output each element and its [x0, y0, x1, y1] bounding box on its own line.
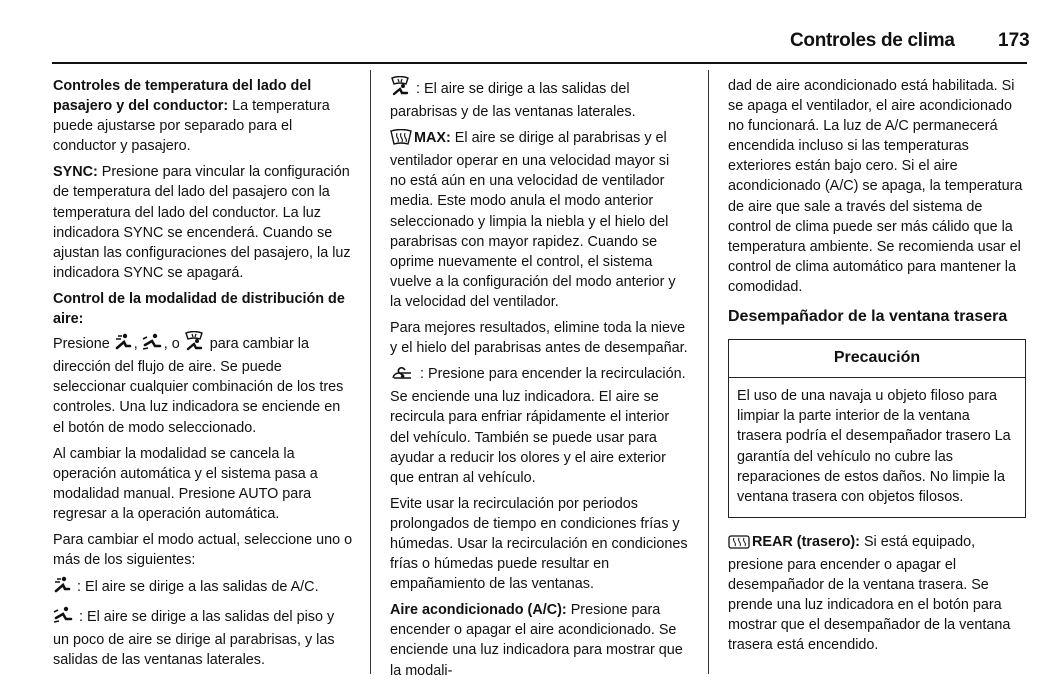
caution-text: El uso de una navaja u objeto filoso para limpiar la parte interior de la ventana trasera podría el desempañador trasero La garantía del vehículo no cubre las reparaciones de estos daños. No limpie la ventana trasera con objetos filosos. [737, 388, 1011, 505]
column-1 [53, 76, 353, 677]
recirculation-icon [390, 365, 414, 387]
manual-paragraph: Al cambiar la modalidad se cancela la operación automática y el sistema pasa a modalidad manual. Presione AUTO para regresar a la operación automática. [53, 445, 318, 522]
defog-floor-mode-icon [390, 76, 410, 102]
recirculation-text: : Presione para encender la recirculación. Se enciende una luz indicadora. El aire se recircula para enfriar rápidamente el interior del vehículo. También se puede usar para ayudar a reducir los olores y el aire exterior que entran al vehículo. [390, 366, 686, 486]
sync-heading: SYNC: [53, 164, 98, 181]
best-results-paragraph: Para mejores resultados, elimine toda la nieve y el hielo del parabrisas antes de desempañar. [390, 320, 688, 357]
temperature-paragraph [53, 76, 353, 156]
max-text: El aire se dirige al parabrisas y el ventilador operar en una velocidad mayor si no está aún en una velocidad de ventilador media. Este modo anula el modo anterior seleccionado y limpia la niebla y el hielo del parabrisas con mayor rapidez. Cuando se oprime nuevamente el control, el sistema vuelve a la configuración del modo anterior y la velocidad del ventilador. [390, 130, 676, 310]
mode-paragraph [53, 331, 353, 437]
vent-mode-icon [53, 576, 71, 600]
defog-paragraph [390, 76, 688, 122]
ac-continued-paragraph: dad de aire acondicionado está habilitada. Si se apaga el ventilador, el aire acondicionado no funcionará. La luz de A/C permanecerá encendida incluso si las temperaturas exteriores están bajo cero. Si el aire acondicionado (A/C) se apaga, la temperatura de aire que sale a través del sistema de control de clima puede ser más cálido que la temperatura ambiente. Se recomienda usar el control de clima automático para mantener la comodidad. [728, 78, 1023, 295]
recirculation-paragraph [390, 364, 688, 488]
avoid-paragraph: Evite usar la recirculación por periodos prolongados de tiempo en condiciones frías y húmedas. Usar la recirculación en condiciones frías o húmedas puede resultar en empañamiento de las ventanas. [390, 495, 688, 593]
temperature-heading: Controles de temperatura del lado del pasajero y del conductor: [53, 78, 312, 115]
rear-heading: REAR (trasero): [752, 533, 860, 550]
header-rule [52, 62, 1027, 64]
ac-heading: Aire acondicionado (A/C): [390, 602, 567, 619]
caution-box [728, 339, 1026, 518]
temperature-text: La temperatura puede ajustarse por separado para el conductor y pasajero. [53, 98, 330, 155]
rear-defrost-icon [728, 535, 750, 555]
ac-paragraph [390, 600, 688, 680]
column-divider-2 [708, 70, 709, 674]
vent-paragraph [53, 576, 353, 600]
ac-text: Presione para encender o apagar el aire acondicionado. Se enciende una luz indicadora para mostrar que la modali- [390, 602, 683, 679]
max-heading: MAX: [414, 130, 451, 147]
caution-title: Precaución [729, 340, 1025, 378]
max-paragraph [390, 128, 688, 312]
windshield-defrost-icon [390, 129, 412, 151]
vent-text: : El aire se dirige a las salidas de A/C. [73, 579, 319, 596]
mode-heading: Control de la modalidad de distribución de aire: [53, 290, 345, 328]
column-divider-1 [370, 70, 371, 674]
bilevel-mode-icon [142, 333, 162, 357]
page-number: 173 [998, 30, 1030, 51]
press-text: Presione [53, 336, 114, 353]
rear-window-heading: Desempañador de la ventana trasera [728, 308, 1008, 326]
rear-defrost-paragraph [728, 532, 1026, 656]
comma-text: , [133, 336, 142, 353]
defog-text: : El aire se dirige a las salidas del parabrisas y de las ventanas laterales. [390, 81, 636, 121]
defog-floor-mode-icon [184, 331, 204, 357]
change-mode-paragraph: Para cambiar el modo actual, seleccione uno o más de los siguientes: [53, 531, 353, 569]
sync-text: Presione para vincular la configuración de temperatura del lado del pasajero con la temperatura del lado del conductor. La luz indicadora SYNC se encenderá. Cuando se ajustan las configuraciones del pasajero, la luz indicadora SYNC se apagará. [53, 164, 351, 281]
page-title: Controles de clima [790, 30, 955, 51]
bilevel-text: : El aire se dirige a las salidas del piso y un poco de aire se dirige al parabrisas, y las salidas de las ventanas laterales. [53, 609, 335, 669]
vent-mode-icon [114, 333, 132, 357]
mode-text: para cambiar la dirección del flujo de aire. Se puede seleccionar cualquier combinación de los tres controles. Una luz indicadora se enciende en el botón de modo seleccionado. [53, 336, 344, 436]
bilevel-mode-icon [53, 606, 73, 630]
rear-defrost-text: Si está equipado, presione para encender o apagar el desempañador de la ventana trasera. Se prende una luz indicadora en el botón para mostrar que el desempañador de la ventana trasera está encendido. [728, 533, 1011, 654]
column-3 [728, 76, 1026, 661]
sync-paragraph [53, 162, 353, 283]
bilevel-paragraph [53, 606, 353, 670]
column-2 [390, 76, 688, 687]
or-text: , o [163, 336, 184, 353]
